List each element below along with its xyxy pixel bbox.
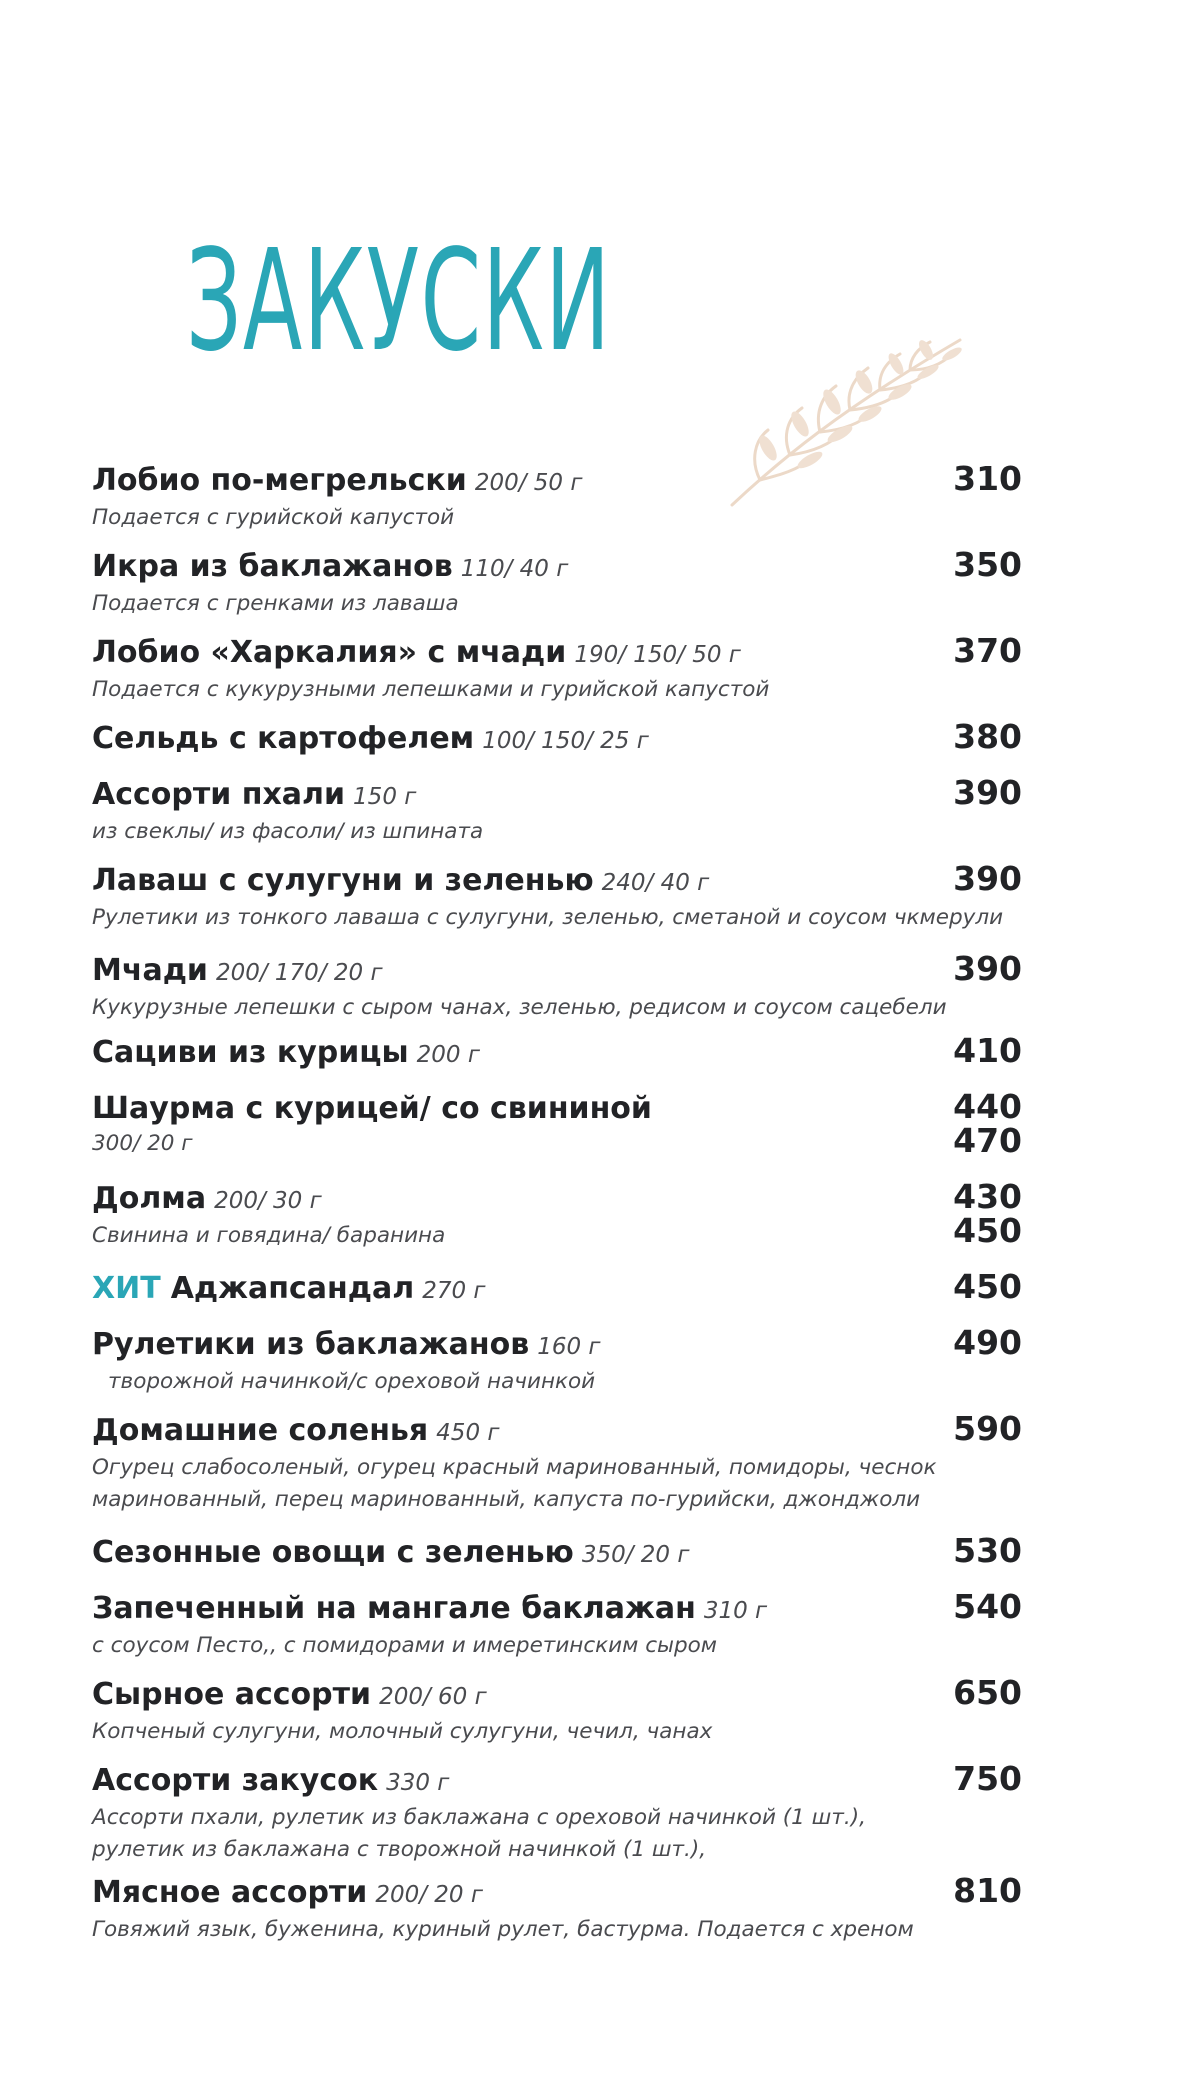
price-column: [953, 631, 1022, 670]
dish-description: Подается с гренками из лаваша: [92, 591, 459, 616]
menu-item: [92, 631, 1022, 706]
menu-item-header: [92, 459, 1022, 502]
dish-name: Сациви из курицы: [92, 1035, 409, 1070]
menu-item: [92, 773, 1022, 848]
menu-item: [92, 545, 1022, 620]
dish-price: 380: [953, 717, 1022, 756]
dish-description: из свеклы/ из фасоли/ из шпината: [92, 819, 484, 844]
menu-item: [92, 1087, 1022, 1160]
dish-name: Мясное ассорти: [92, 1875, 368, 1910]
menu-item-header: [92, 859, 1022, 902]
menu-item: [92, 459, 1022, 534]
dish-description: рулетик из баклажана с творожной начинкой (1 шт.),: [92, 1837, 707, 1862]
menu-item-header: [92, 1177, 1022, 1220]
hit-badge: ХИТ: [92, 1271, 161, 1306]
menu-item-header: [92, 1267, 1022, 1310]
dish-description: Кукурузные лепешки с сыром чанах, зеленью, редисом и соусом сацебели: [92, 995, 947, 1020]
dish-weight: 200/ 30 г: [214, 1188, 322, 1214]
dish-description: Ассорти пхали, рулетик из баклажана с ореховой начинкой (1 шт.),: [92, 1805, 866, 1830]
dish-weight: 450 г: [436, 1420, 500, 1446]
menu-item: [92, 1673, 1022, 1748]
menu-item-header: [92, 1673, 1022, 1716]
dish-description: Огурец слабосоленый, огурец красный маринованный, помидоры, чеснок: [92, 1455, 937, 1480]
menu-item: [92, 717, 1022, 760]
dish-weight: 200/ 50 г: [474, 470, 583, 496]
dish-name: Мчади: [92, 953, 208, 988]
price-column: [953, 1871, 1022, 1910]
dish-description: Подается с кукурузными лепешками и гурийской капустой: [92, 677, 770, 702]
dish-weight: 150 г: [353, 784, 417, 810]
price-column: [953, 459, 1022, 498]
dish-price: 440: [953, 1087, 1022, 1126]
menu-item-header: [92, 1323, 1022, 1366]
price-column: [953, 1031, 1022, 1070]
dish-weight: 200 г: [416, 1042, 480, 1068]
dish-weight: 200/ 60 г: [379, 1684, 487, 1710]
dish-weight: 110/ 40 г: [460, 556, 569, 582]
dish-description: Свинина и говядина/ баранина: [92, 1223, 446, 1248]
price-column: [953, 1409, 1022, 1448]
price-column: [953, 859, 1022, 898]
dish-name: Аджапсандал: [170, 1271, 415, 1306]
dish-price: 450: [953, 1267, 1022, 1306]
dish-price: 590: [953, 1409, 1022, 1448]
menu-item: [92, 1409, 1022, 1516]
dish-price: 390: [953, 859, 1022, 898]
dish-price: 470: [953, 1121, 1022, 1160]
dish-weight: 200/ 170/ 20 г: [215, 960, 383, 986]
price-column: [953, 1673, 1022, 1712]
dish-price: 350: [953, 545, 1022, 584]
menu-item: [92, 1759, 1022, 1866]
price-column: [953, 1087, 1022, 1160]
price-column: [953, 773, 1022, 812]
dish-name: Шаурма с курицей/ со свининой: [92, 1091, 652, 1126]
menu-item-header: [92, 631, 1022, 674]
menu-item-header: [92, 1587, 1022, 1630]
menu-item-header: [92, 717, 1022, 760]
dish-description: творожной начинкой/с ореховой начинкой: [108, 1369, 596, 1394]
price-column: [953, 1267, 1022, 1306]
dish-description: 300/ 20 г: [92, 1131, 193, 1156]
dish-description: Подается с гурийской капустой: [92, 505, 455, 530]
price-column: [953, 949, 1022, 988]
dish-description: с соусом Песто,, с помидорами и имеретинским сыром: [92, 1633, 718, 1658]
price-column: [953, 1759, 1022, 1798]
dish-price: 650: [953, 1673, 1022, 1712]
dish-price: 490: [953, 1323, 1022, 1362]
menu-item: [92, 1267, 1022, 1310]
dish-name: Домашние соленья: [92, 1413, 429, 1448]
menu-item-header: [92, 773, 1022, 816]
dish-name: Сырное ассорти: [92, 1677, 372, 1712]
dish-description: маринованный, перец маринованный, капуста по-гурийски, джонджоли: [92, 1487, 921, 1512]
price-column: [953, 1531, 1022, 1570]
menu-item: [92, 1587, 1022, 1662]
dish-name: Долма: [92, 1181, 207, 1216]
menu-item-header: [92, 1531, 1022, 1574]
menu-item-header: [92, 1871, 1022, 1914]
menu-item: [92, 949, 1022, 1024]
dish-weight: 350/ 20 г: [581, 1542, 690, 1568]
dish-name: Ассорти закусок: [92, 1763, 379, 1798]
dish-price: 310: [953, 459, 1022, 498]
menu-item-header: [92, 1759, 1022, 1802]
menu-item: [92, 1031, 1022, 1074]
dish-weight: 190/ 150/ 50 г: [574, 642, 741, 668]
dish-price: 390: [953, 773, 1022, 812]
dish-name: Запеченный на мангале баклажан: [92, 1591, 696, 1626]
price-column: [953, 545, 1022, 584]
menu-item-header: [92, 1087, 1022, 1128]
menu-item: [92, 1177, 1022, 1252]
menu-item: [92, 1323, 1022, 1398]
dish-price: 410: [953, 1031, 1022, 1070]
dish-name: Сезонные овощи с зеленью: [92, 1535, 574, 1570]
dish-name: Лобио по-мегрельски: [92, 463, 467, 498]
dish-weight: 160 г: [537, 1334, 601, 1360]
price-column: [953, 717, 1022, 756]
menu-item-header: [92, 545, 1022, 588]
dish-name: Ассорти пхали: [92, 777, 346, 812]
dish-name: Икра из баклажанов: [92, 549, 453, 584]
price-column: [953, 1587, 1022, 1626]
dish-weight: 100/ 150/ 25 г: [482, 728, 649, 754]
dish-name: Лобио «Харкалия» с мчади: [92, 635, 567, 670]
dish-price: 750: [953, 1759, 1022, 1798]
dish-description: Рулетики из тонкого лаваша с сулугуни, зеленью, сметаной и соусом чкмерули: [92, 905, 1004, 930]
menu-item-header: [92, 949, 1022, 992]
dish-weight: 310 г: [703, 1598, 768, 1624]
menu-item: [92, 1531, 1022, 1574]
dish-price: 530: [953, 1531, 1022, 1570]
dish-price: 390: [953, 949, 1022, 988]
dish-price: 450: [953, 1211, 1022, 1250]
dish-weight: 200/ 20 г: [375, 1882, 483, 1908]
menu-item: [92, 859, 1022, 934]
dish-weight: 270 г: [422, 1278, 486, 1304]
price-column: [953, 1177, 1022, 1250]
dish-price: 370: [953, 631, 1022, 670]
dish-name: Сельдь с картофелем: [92, 721, 475, 756]
dish-price: 430: [953, 1177, 1022, 1216]
dish-weight: 330 г: [386, 1770, 450, 1796]
menu-item-header: [92, 1409, 1022, 1452]
dish-description: Копченый сулугуни, молочный сулугуни, чечил, чанах: [92, 1719, 713, 1744]
dish-description: Говяжий язык, буженина, куриный рулет, бастурма. Подается с хреном: [92, 1917, 914, 1942]
menu-item-header: [92, 1031, 1022, 1074]
dish-price: 810: [953, 1871, 1022, 1910]
price-column: [953, 1323, 1022, 1362]
dish-price: 540: [953, 1587, 1022, 1626]
menu-item: [92, 1871, 1022, 1946]
dish-name: Лаваш с сулугуни и зеленью: [92, 863, 594, 898]
dish-weight: 240/ 40 г: [601, 870, 710, 896]
page-title: ЗАКУСКИ: [186, 220, 612, 383]
dish-name: Рулетики из баклажанов: [92, 1327, 530, 1362]
